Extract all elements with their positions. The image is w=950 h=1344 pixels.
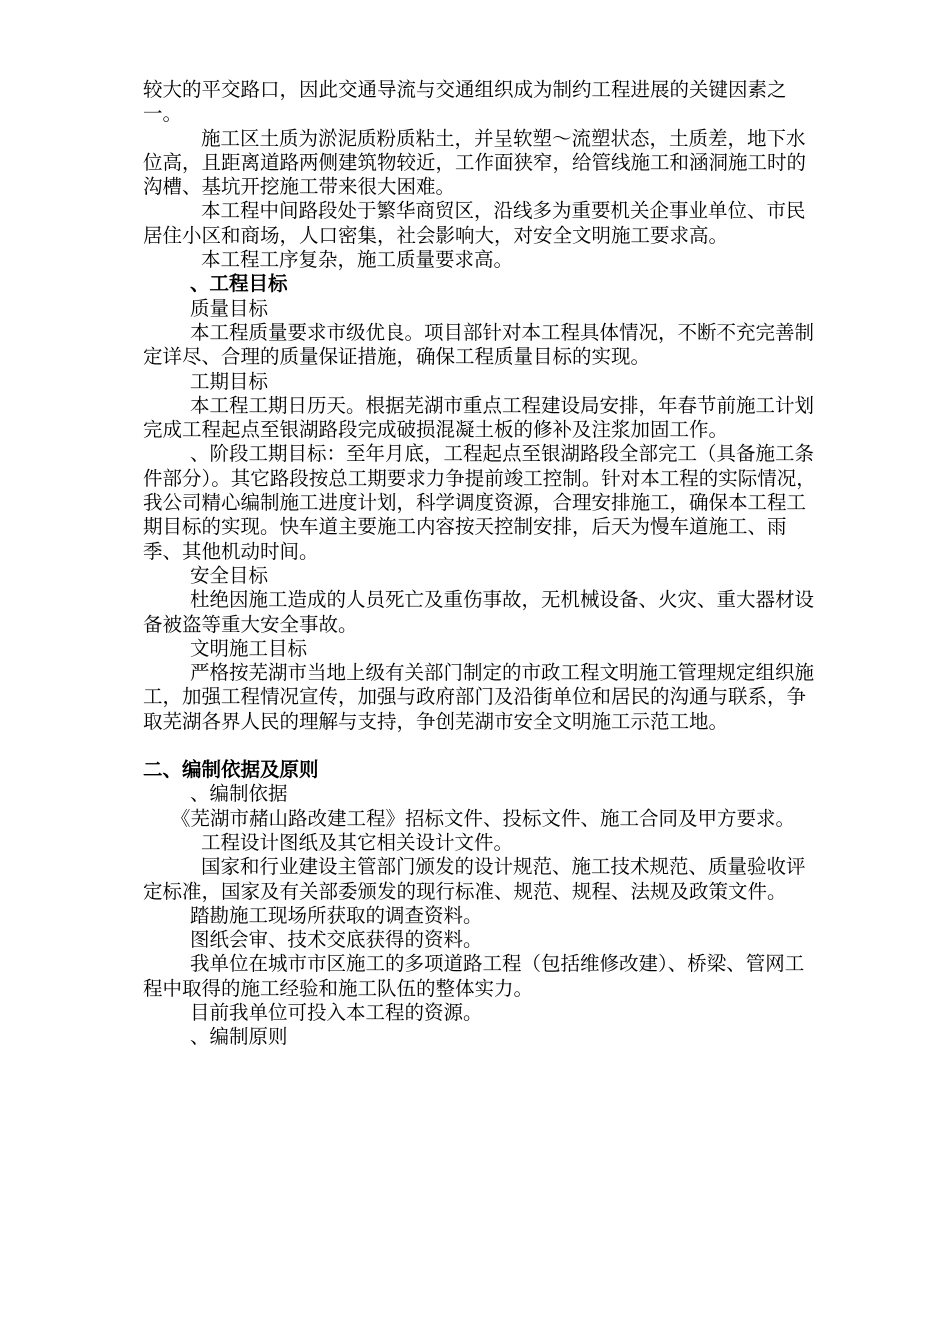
paragraph: 工程设计图纸及其它相关设计文件。 (201, 830, 514, 854)
chapter-heading: 二、编制依据及原则 (143, 758, 319, 782)
paragraph: 本工程质量要求市级优良。项目部针对本工程具体情况，不断不充完善制定详尽、合理的质量保证措施，确保工程质量目标的实现。 (143, 320, 815, 369)
paragraph: 目前我单位可投入本工程的资源。 (190, 1000, 483, 1024)
paragraph: 严格按芜湖市当地上级有关部门制定的市政工程文明施工管理规定组织施工，加强工程情况宣传，加强与政府部门及沿街单位和居民的沟通与联系，争取芜湖各界人民的理解与支持，争创芜湖市安全文明施工示范工地。 (143, 661, 815, 733)
paragraph: 本工程工序复杂，施工质量要求高。 (201, 248, 514, 272)
paragraph: 杜绝因施工造成的人员死亡及重伤事故，无机械设备、火灾、重大器材设备被盗等重大安全事故。 (143, 588, 815, 636)
paragraph: 我单位在城市市区施工的多项道路工程（包括维修改建）、桥梁、管网工程中取得的施工经验和施工队伍的整体实力。 (143, 952, 805, 1000)
paragraph: 国家和行业建设主管部门颁发的设计规范、施工技术规范、质量验收评定标准，国家及有关部委颁发的现行标准、规范、规程、法规及政策文件。 (143, 855, 806, 903)
subheading: 文明施工目标 (190, 636, 308, 660)
paragraph: 本工程工期日历天。根据芜湖市重点工程建设局安排，年春节前施工计划完成工程起点至银湖路段完成破损混凝土板的修补及注浆加固工作。 (143, 393, 815, 442)
subheading: 安全目标 (190, 563, 269, 587)
paragraph: 施工区土质为淤泥质粉质粘土，并呈软塑～流塑状态，土质差，地下水位高，且距离道路两侧建筑物较近，工作面狭窄，给管线施工和涵洞施工时的沟槽、基坑开挖施工带来很大困难。 (143, 126, 807, 199)
blank-line (143, 734, 823, 758)
paragraph: 、阶段工期目标：至年月底，工程起点至银湖路段全部完工（具备施工条件部分）。其它路段按总工期要求力争提前竣工控制。针对本工程的实际情况，我公司精心编制施工进度计划，科学调度资源，合理安排施工，确保本工程工期目标的实现。快车道主要施工内容按天控制安排，后天为慢车道施工、雨季、其他机动时间。 (143, 442, 816, 563)
subheading: 、编制依据 (190, 782, 288, 806)
subheading: 、编制原则 (190, 1025, 288, 1049)
paragraph: 本工程中间路段处于繁华商贸区，沿线多为重要机关企事业单位、市民居住小区和商场，人口密集，社会影响大，对安全文明施工要求高。 (143, 199, 806, 247)
subheading: 工期目标 (190, 369, 269, 393)
subheading: 质量目标 (190, 296, 269, 320)
paragraph: 踏勘施工现场所获取的调查资料。 (190, 903, 483, 927)
paragraph: 图纸会审、技术交底获得的资料。 (190, 928, 483, 952)
paragraph: 《芜湖市赭山路改建工程》招标文件、投标文件、施工合同及甲方要求。 (171, 806, 796, 830)
document-page (143, 78, 823, 1050)
paragraph: 较大的平交路口，因此交通导流与交通组织成为制约工程进展的关键因素之一。 (143, 78, 787, 126)
section-heading: 、工程目标 (190, 272, 288, 296)
